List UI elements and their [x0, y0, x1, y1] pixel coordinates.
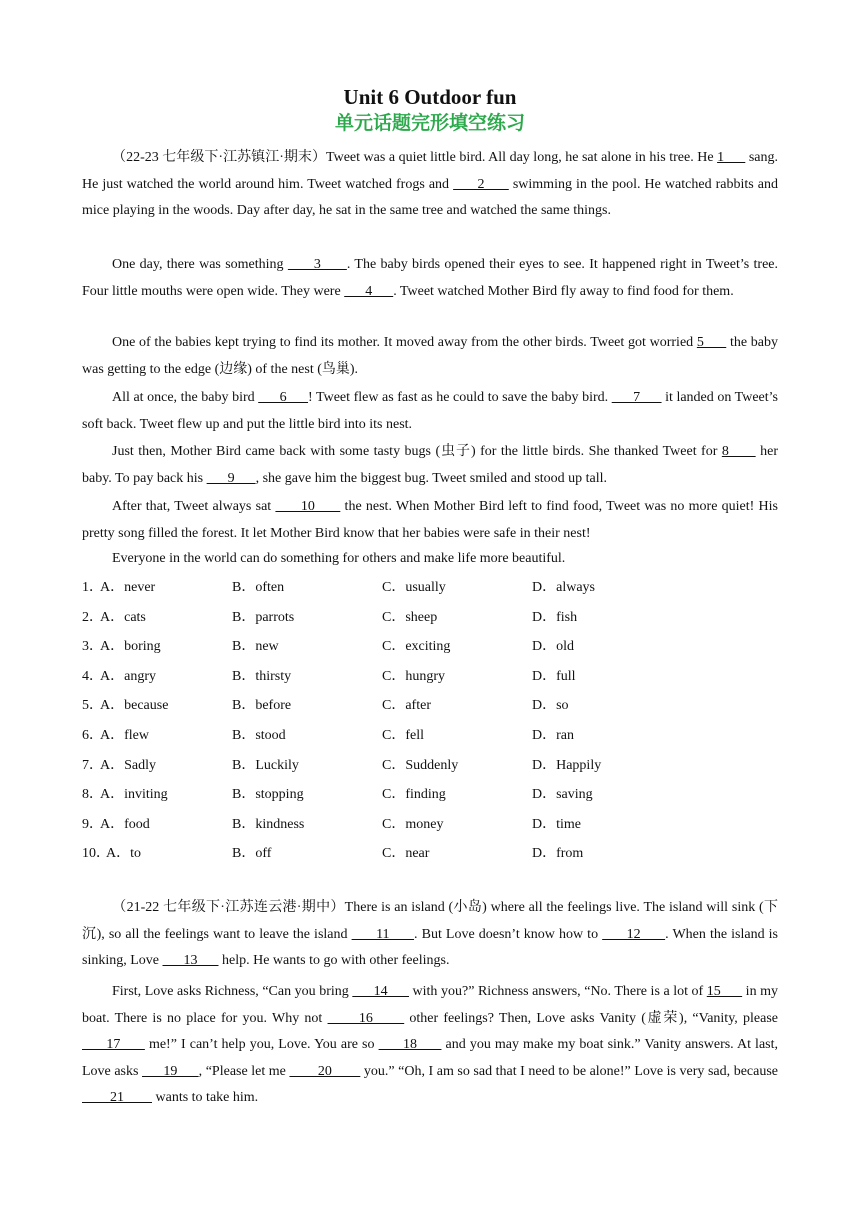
- blank-8: 8: [721, 444, 756, 459]
- blank-3: 3: [287, 257, 347, 272]
- blank-1: 1: [717, 150, 746, 165]
- option-d: D．always: [532, 580, 595, 595]
- option-b: B．new: [232, 639, 279, 655]
- option-d: D．ran: [532, 727, 574, 743]
- passage2-paragraph-1: （21-22 七年级下·江苏连云港·期中）There is an island (小岛) where all the feelings live. The island will sink (下沉), so all the feelings want to leave the island 11 . But Love doesn’t know how to 12 . When the island is sinking, Love 13 help. He wants to go with other feelings.: [82, 900, 779, 968]
- blank-4: 4: [344, 283, 394, 299]
- option-c: C．after: [382, 698, 431, 714]
- option-a: A．inviting: [100, 787, 168, 803]
- option-c: C．Suddenly: [382, 757, 459, 773]
- option-c: C．finding: [382, 787, 446, 803]
- blank-21: 21: [82, 1090, 152, 1105]
- blank-20: 20: [289, 1063, 361, 1079]
- option-a: A．Sadly: [100, 757, 156, 773]
- passage1-paragraph-1: （22-23 七年级下·江苏镇江·期末）Tweet was a quiet little bird. All day long, he sat alone in his tree. He 1 sang. He just watched the world around him. Tweet watched frogs and 2 swimming in the pool. He watched rabbits and mice playing in the woods. Day after day, he sat in the same tree and watched the same things.: [82, 150, 779, 218]
- blank-19: 19: [142, 1063, 199, 1079]
- blank-14: 14: [352, 984, 409, 999]
- option-c: C．money: [382, 816, 444, 832]
- question-row-5: 5． A．because B．before C．after D．so: [82, 691, 782, 721]
- page-title: Unit 6 Outdoor fun: [343, 85, 517, 109]
- passage1-paragraph-7: Everyone in the world can do something for others and make life more beautiful.: [112, 551, 566, 566]
- option-d: D．fish: [532, 609, 578, 625]
- blank-15: 15: [706, 984, 743, 999]
- option-c: C．sheep: [382, 609, 438, 625]
- blank-2: 2: [453, 176, 509, 192]
- blank-6: 6: [258, 390, 309, 405]
- question-row-4: 4． A．angry B．thirsty C．hungry D．full: [82, 662, 782, 692]
- question-row-3: 3． A．boring B．new C．exciting D．old: [82, 632, 782, 662]
- option-c: C．exciting: [382, 639, 451, 655]
- question-row-9: 9． A．food B．kindness C．money D．time: [82, 810, 782, 840]
- question-row-8: 8． A．inviting B．stopping C．finding D．saving: [82, 780, 782, 810]
- page-subtitle: 单元话题完形填空练习: [334, 112, 525, 134]
- option-d: D．saving: [532, 787, 593, 803]
- blank-7: 7: [611, 390, 662, 405]
- option-a: A．flew: [100, 727, 149, 743]
- option-d: D．from: [532, 846, 584, 862]
- blank-10: 10: [275, 499, 341, 514]
- option-a: A．boring: [100, 639, 161, 655]
- blank-17: 17: [82, 1037, 145, 1052]
- option-a: A．angry: [100, 668, 156, 684]
- option-d: D．old: [532, 639, 574, 655]
- option-b: B．off: [232, 846, 272, 862]
- blank-5: 5: [696, 335, 727, 350]
- option-a: A．cats: [100, 609, 146, 625]
- passage1-paragraph-6: After that, Tweet always sat 10 the nest. When Mother Bird left to find food, Tweet was no more quiet! His pretty song filled the forest. It let Mother Bird know that her babies were safe in their nest!: [82, 499, 778, 541]
- blank-13: 13: [162, 953, 219, 968]
- option-b: B．stood: [232, 727, 286, 743]
- passage1-paragraph-3: One of the babies kept trying to find its mother. It moved away from the other birds. Tweet got worried 5 the baby was getting to the edge (边缘) of the nest (鸟巢).: [82, 335, 778, 377]
- option-b: B．kindness: [232, 816, 305, 832]
- option-a: A．to: [106, 846, 141, 862]
- option-a: A．food: [100, 816, 150, 832]
- passage2-paragraph-2: First, Love asks Richness, “Can you bring 14 with you?” Richness answers, “No. There is a lot of 15 in my boat. There is no place for you. Why not 16 other feelings? Then, Love asks Vanity (虚荣), “Vanity, please 17 me!” I can’t help you, Love. You are so 18 and you may make my boat sink.” Vanity answers. At last, Love asks 19 , “Please let me 20 you.” “Oh, I am so sad that I need to be alone!” Love is very sad, because 21 wants to take him.: [82, 984, 779, 1105]
- option-b: B．thirsty: [232, 668, 292, 684]
- option-d: D．full: [532, 668, 576, 684]
- passage1-paragraph-4: All at once, the baby bird 6 ! Tweet flew as fast as he could to save the baby bird. 7 it landed on Tweet’s soft back. Tweet flew up and put the little bird into its nest.: [82, 390, 778, 432]
- option-b: B．stopping: [232, 787, 304, 803]
- option-a: A．never: [100, 580, 156, 595]
- blank-16: 16: [327, 1010, 405, 1026]
- option-b: B．before: [232, 698, 292, 714]
- blank-11: 11: [351, 926, 415, 942]
- question-row-6: 6． A．flew B．stood C．fell D．ran: [82, 721, 782, 751]
- blank-9: 9: [206, 470, 256, 486]
- blank-12: 12: [602, 926, 666, 942]
- question-options: [82, 573, 782, 869]
- question-row-2: 2． A．cats B．parrots C．sheep D．fish: [82, 603, 782, 633]
- option-c: C．near: [382, 846, 430, 862]
- blank-18: 18: [378, 1037, 442, 1052]
- passage1-paragraph-5: Just then, Mother Bird came back with some tasty bugs (虫子) for the little birds. She thanked Tweet for 8 her baby. To pay back his 9 , she gave him the biggest bug. Tweet smiled and stood up tall.: [82, 444, 778, 486]
- option-b: B．Luckily: [232, 757, 299, 773]
- option-a: A．because: [100, 698, 169, 714]
- option-c: C．hungry: [382, 668, 445, 684]
- option-c: C．usually: [382, 580, 446, 595]
- question-row-1: 1． A．never B．often C．usually D．always: [82, 573, 782, 603]
- option-b: B．parrots: [232, 609, 295, 625]
- option-b: B．often: [232, 580, 285, 595]
- question-row-10: 10． A．to B．off C．near D．from: [82, 839, 782, 869]
- option-d: D．Happily: [532, 757, 602, 773]
- option-d: D．time: [532, 816, 581, 832]
- question-row-7: 7． A．Sadly B．Luckily C．Suddenly D．Happily: [82, 751, 782, 781]
- passage1-paragraph-2: One day, there was something 3 . The baby birds opened their eyes to see. It happened right in Tweet’s tree. Four little mouths were open wide. They were 4 . Tweet watched Mother Bird fly away to find food for them.: [82, 257, 779, 299]
- option-d: D．so: [532, 698, 569, 714]
- option-c: C．fell: [382, 727, 424, 743]
